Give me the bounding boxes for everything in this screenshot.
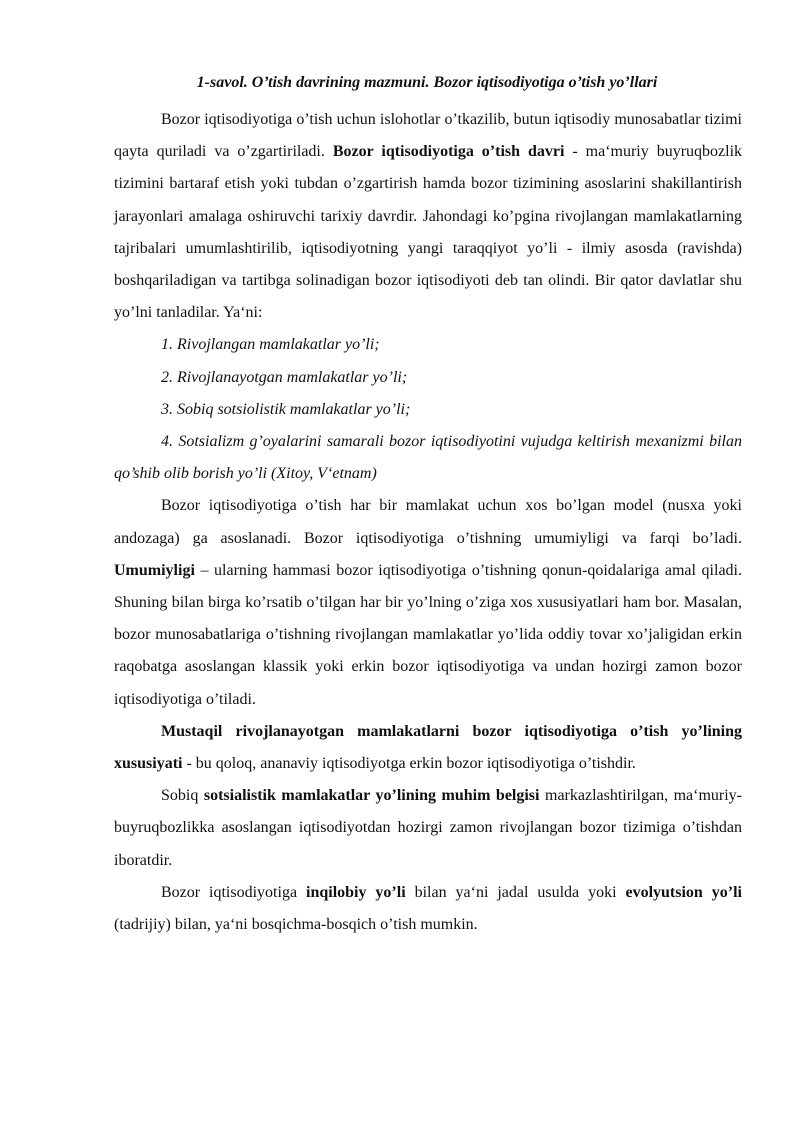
term-developing-path: Mustaqil rivojlanayotgan mamlakatlarni bozor iqtisodiyotiga o’tish yo’lining xususiyati <box>114 722 742 773</box>
text-run: markazlashtirilgan, ma‘muriy-buyruqbozlikka asoslangan iqtisodiyotdan hozirgi zamon rivojlangan bozor tizimiga o’tishdan iboratdir. <box>114 787 743 869</box>
text-run: Bozor iqtisodiyotiga <box>161 883 306 901</box>
text-run: - ma‘muriy buyruqbozlik tizimini bartaraf etish yoki tubdan o’zgartirish hamda bozor tizimining asoslarini shakillantirish jarayonlari amalaga oshiruvchi tarixiy davrdir. Jahondagi ko’pgina rivojlangan mamlakatlarning tajribalari umumlashtirilib, iqtisodiyotning yangi taraqqiyot yo’li - ilmiy asosda (ravishda) boshqariladigan va tartibga solinadigan bozor iqtisodiyoti deb tan olindi. Bir qator davlatlar shu yo’lni tanladilar. Ya‘ni: <box>114 143 743 322</box>
term-socialist-feature: sotsialistik mamlakatlar yo’lining muhim belgisi <box>203 787 540 805</box>
text-run: (tadrijiy) bilan, ya‘ni bosqichma-bosqich o’tish mumkin. <box>114 916 478 934</box>
term-evolutionary-path: evolyutsion yo’li <box>625 883 742 901</box>
paragraph-developing-countries <box>114 716 742 780</box>
text-run: Sobiq <box>161 787 204 805</box>
paragraph-transition-ways <box>114 877 742 941</box>
list-item-4: 4. Sotsializm g’oyalarini samarali bozor iqtisodiyotini vujudga keltirish mexanizmi bilan qo’shib olib borish yo’li (Xitoy, V‘etnam) <box>114 433 742 483</box>
text-run: - bu qoloq, ananaviy iqtisodiyotga erkin bozor iqtisodiyotiga o’tishdir. <box>182 755 636 773</box>
text-run: – ularning hammasi bozor iqtisodiyotiga o’tishning qonun-qoidalariga amal qiladi. Shuning bilan birga ko’rsatib o’tilgan har bir yo’lning o’ziga xos xususiyatlari ham bor. Masalan, bozor munosabatlariga o’tishning rivojlangan mamlakatlar yo’lida oddiy tovar xo’jaligidan erkin raqobatga asoslangan klassik yoki erkin bozor iqtisodiyotiga va undan hozirgi zamon bozor iqtisodiyotiga o’tiladi. <box>114 561 742 708</box>
text-run: bilan ya‘ni jadal usulda yoki <box>405 883 626 901</box>
paragraph-socialist-countries <box>114 780 742 877</box>
document-body <box>114 104 742 941</box>
list-item-2: 2. Rivojlanayotgan mamlakatlar yo’li; <box>161 368 408 386</box>
list-item-3: 3. Sobiq sotsiolistik mamlakatlar yo’li; <box>161 400 411 418</box>
term-revolutionary-path: inqilobiy yo’li <box>306 883 406 901</box>
section-title: 1-savol. O’tish davrining mazmuni. Bozor iqtisodiyotiga o’tish yo’llari <box>196 74 658 91</box>
list-item-1: 1. Rivojlangan mamlakatlar yo’li; <box>161 336 380 354</box>
paragraph-intro <box>114 104 742 329</box>
paragraph-model <box>114 490 742 715</box>
text-run: Bozor iqtisodiyotiga o’tish har bir mamlakat uchun xos bo’lgan model (nusxa yoki andozaga) ga asoslanadi. Bozor iqtisodiyotiga o’tishning umumiyligi va farqi bo’ladi. <box>114 497 742 547</box>
term-transition-period: Bozor iqtisodiyotiga o’tish davri <box>332 143 565 161</box>
term-generality: Umumiyligi <box>114 561 195 579</box>
text-run: Bozor iqtisodiyotiga o’tish uchun islohotlar o’tkazilib, butun iqtisodiy munosabatlar tizimi qayta quriladi va o’zgartiriladi. <box>114 111 742 161</box>
